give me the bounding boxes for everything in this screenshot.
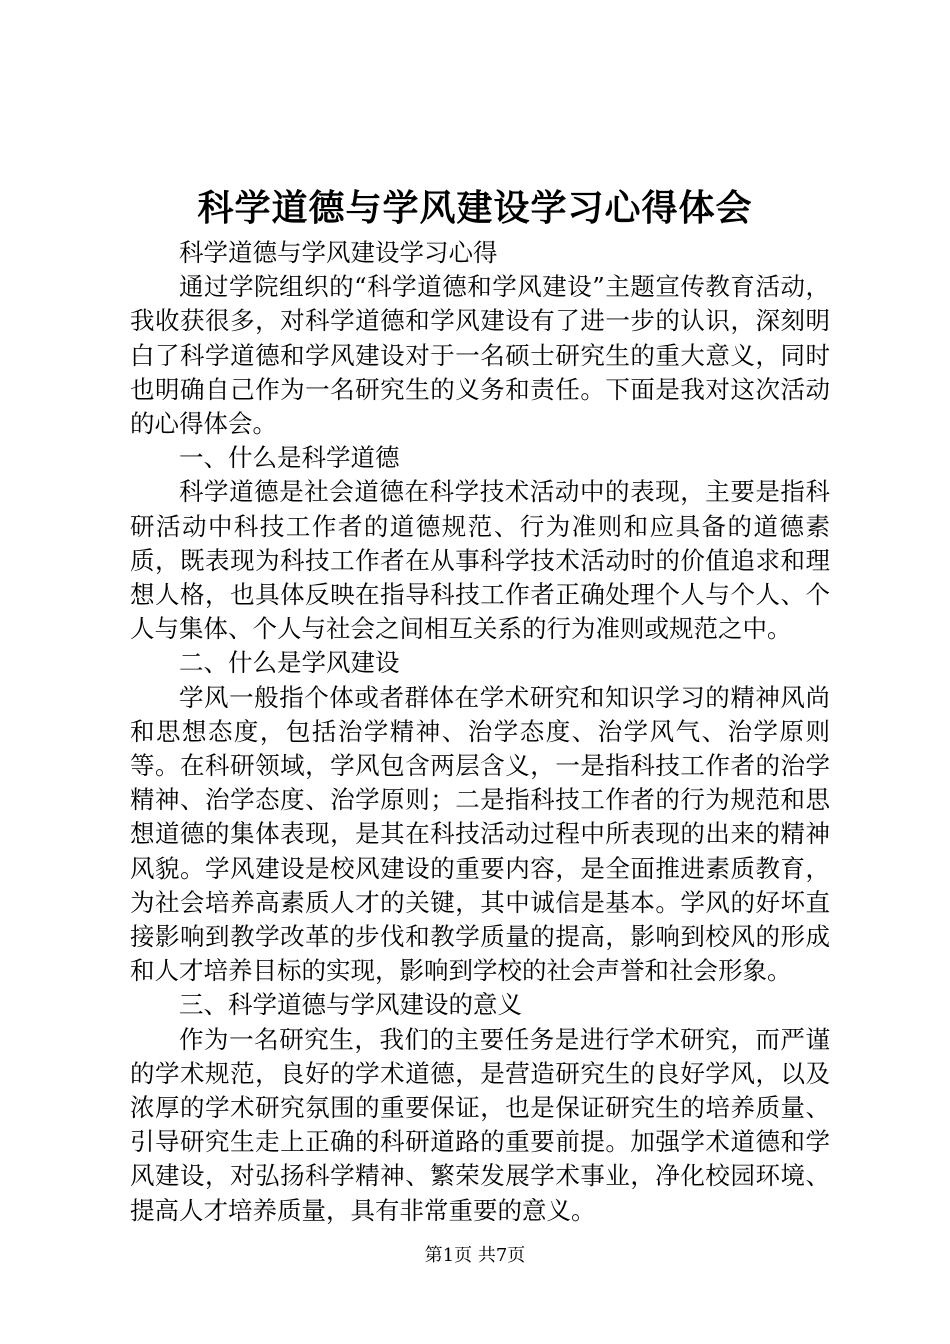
document-body xyxy=(130,236,830,1228)
page-footer: 第1页 共7页 xyxy=(424,1245,526,1266)
intro-paragraph: 通过学院组织的“科学道德和学风建设”主题宣传教育活动，我收获很多，对科学道德和学风建设有了进一步的认识，深刻明白了科学道德和学风建设对于一名硕士研究生的重大意义，同时也明确自己作为一名研究生的义务和责任。下面是我对这次活动的心得体会。 xyxy=(130,272,830,439)
section-heading-2: 二、什么是学风建设 xyxy=(179,648,400,678)
document-title: 科学道德与学风建设学习心得体会 xyxy=(197,187,753,229)
section-heading-3: 三、科学道德与学风建设的意义 xyxy=(179,990,522,1020)
section-paragraph-1: 科学道德是社会道德在科学技术活动中的表现，主要是指科研活动中科技工作者的道德规范、行为准则和应具备的道德素质，既表现为科技工作者在从事科学技术活动时的价值追求和理想人格，也具体反映在指导科技工作者正确处理个人与个人、个人与集体、个人与社会之间相互关系的行为准则或规范之中。 xyxy=(130,477,830,644)
section-paragraph-3: 作为一名研究生，我们的主要任务是进行学术研究，而严谨的学术规范，良好的学术道德，是营造研究生的良好学风，以及浓厚的学术研究氛围的重要保证，也是保证研究生的培养质量、引导研究生走上正确的科研道路的重要前提。加强学术道德和学风建设，对弘扬科学精神、繁荣发展学术事业，净化校园环境、提高人才培养质量，具有非常重要的意义。 xyxy=(130,1024,830,1225)
subtitle-paragraph: 科学道德与学风建设学习心得 xyxy=(179,238,498,267)
section-paragraph-2: 学风一般指个体或者群体在学术研究和知识学习的精神风尚和思想态度，包括治学精神、治学态度、治学风气、治学原则等。在科研领域，学风包含两层含义，一是指科技工作者的治学精神、治学态度、治学原则；二是指科技工作者的行为规范和思想道德的集体表现，是其在科技活动过程中所表现的出来的精神风貌。学风建设是校风建设的重要内容，是全面推进素质教育，为社会培养高素质人才的关键，其中诚信是基本。学风的好坏直接影响到教学改革的步伐和教学质量的提高，影响到校风的形成和人才培养目标的实现，影响到学校的社会声誉和社会形象。 xyxy=(130,682,830,986)
section-heading-1: 一、什么是科学道德 xyxy=(179,443,400,473)
